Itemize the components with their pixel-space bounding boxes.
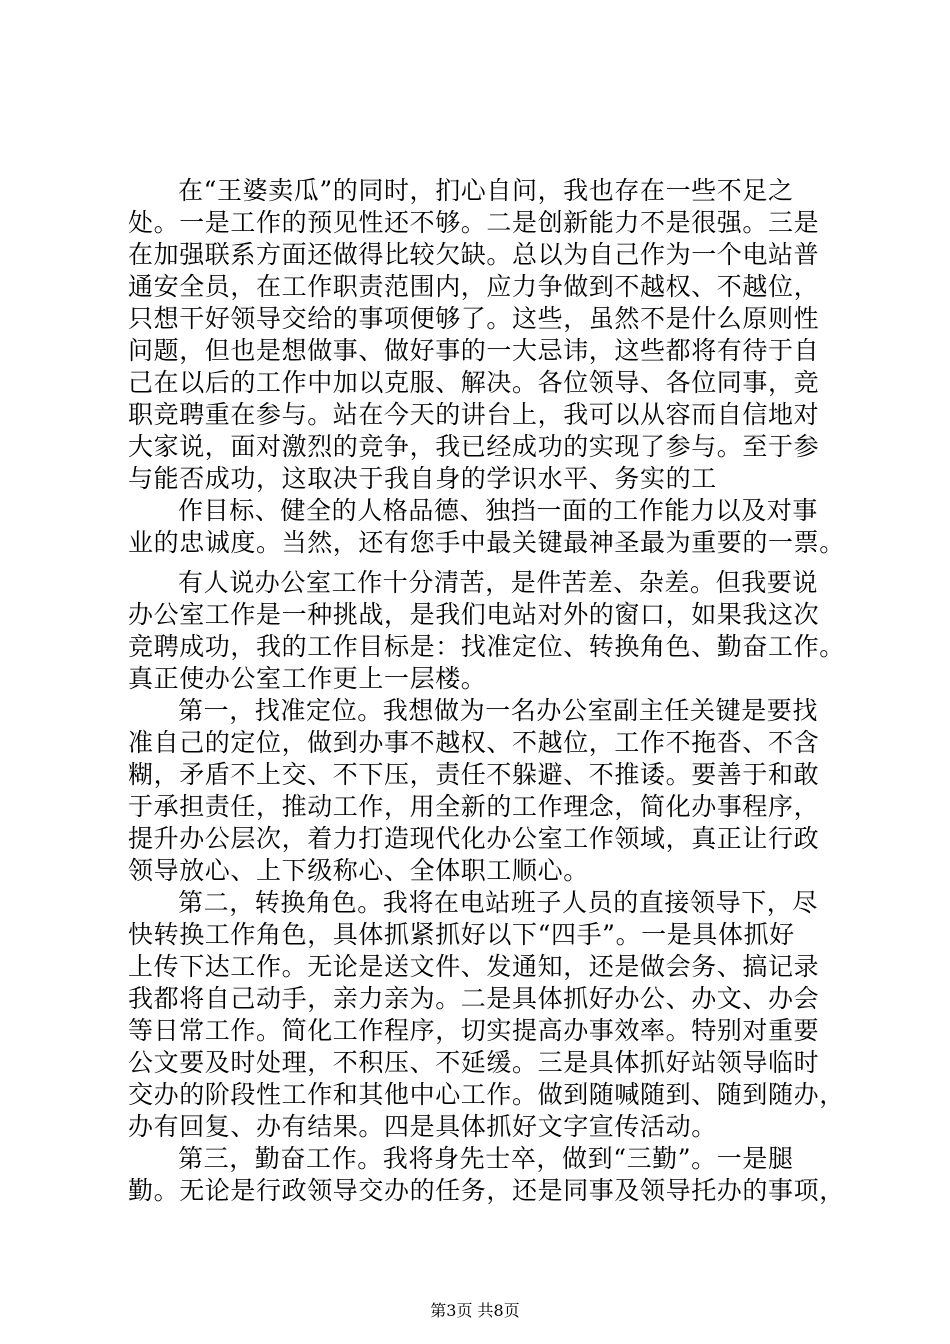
paragraph-line: 在“王婆卖瓜”的同时，扪心自问，我也存在一些不足之 [178,176,794,205]
paragraph-line: 业的忠诚度。当然，还有您手中最关键最神圣最为重要的一票。 [128,528,845,557]
paragraph-line: 大家说，面对激烈的竞争，我已经成功的实现了参与。至于参 [128,432,820,461]
paragraph-line: 公文要及时处理，不积压、不延缓。三是具体抓好站领导临时 [128,1048,820,1077]
paragraph-line: 勤。无论是行政领导交办的任务，还是同事及领导托办的事项， [128,1176,845,1205]
paragraph-line: 作目标、健全的人格品德、独挡一面的工作能力以及对事 [178,496,819,525]
paragraph-line: 问题，但也是想做事、做好事的一大忌讳，这些都将有待于自 [128,336,820,365]
paragraph-line: 真正使办公室工作更上一层楼。 [128,664,487,693]
paragraph-line: 竞聘成功，我的工作目标是：找准定位、转换角色、勤奋工作。 [128,632,845,661]
paragraph-line: 有人说办公室工作十分清苦，是件苦差、杂差。但我要说 [178,568,819,597]
paragraph-line: 处。一是工作的预见性还不够。二是创新能力不是很强。三是 [128,208,820,237]
paragraph-line: 提升办公层次，着力打造现代化办公室工作领域，真正让行政 [128,824,820,853]
paragraph-line: 第三，勤奋工作。我将身先士卒，做到“三勤”。一是腿 [178,1144,794,1173]
paragraph-line: 等日常工作。简化工作程序，切实提高办事效率。特别对重要 [128,1016,820,1045]
paragraph-line: 只想干好领导交给的事项便够了。这些，虽然不是什么原则性 [128,304,820,333]
paragraph-line: 办有回复、办有结果。四是具体抓好文字宣传活动。 [128,1112,717,1141]
paragraph-line: 己在以后的工作中加以克服、解决。各位领导、各位同事，竞 [128,368,820,397]
paragraph-line: 与能否成功，这取决于我自身的学识水平、务实的工 [128,464,717,493]
paragraph-line: 准自己的定位，做到办事不越权、不越位，工作不拖沓、不含 [128,728,820,757]
paragraph-line: 领导放心、上下级称心、全体职工顺心。 [128,856,589,885]
paragraph-line: 办公室工作是一种挑战，是我们电站对外的窗口，如果我这次 [128,600,820,629]
page-number-footer: 第3页 共8页 [430,1301,520,1320]
section-work-goals [128,567,868,1207]
paragraph-line: 快转换工作角色，具体抓紧抓好以下“四手”。一是具体抓好 [128,920,795,949]
paragraph-line: 第一，找准定位。我想做为一名办公室副主任关键是要找 [178,696,819,725]
paragraph-line: 于承担责任，推动工作，用全新的工作理念，简化办事程序， [128,792,820,821]
paragraph-line: 在加强联系方面还做得比较欠缺。总以为自己作为一个电站普 [128,240,820,269]
paragraph-line: 糊，矛盾不上交、不下压，责任不躲避、不推诿。要善于和敢 [128,760,820,789]
paragraph-line: 职竞聘重在参与。站在今天的讲台上，我可以从容而自信地对 [128,400,820,429]
paragraph-line: 我都将自己动手，亲力亲为。二是具体抓好办公、办文、办会 [128,984,820,1013]
paragraph-line: 通安全员，在工作职责范围内，应力争做到不越权、不越位， [128,272,820,301]
section-self-assessment [128,175,868,559]
paragraph-line: 上传下达工作。无论是送文件、发通知，还是做会务、搞记录 [128,952,820,981]
paragraph-line: 第二，转换角色。我将在电站班子人员的直接领导下，尽 [178,888,819,917]
paragraph-line: 交办的阶段性工作和其他中心工作。做到随喊随到、随到随办， [128,1080,845,1109]
